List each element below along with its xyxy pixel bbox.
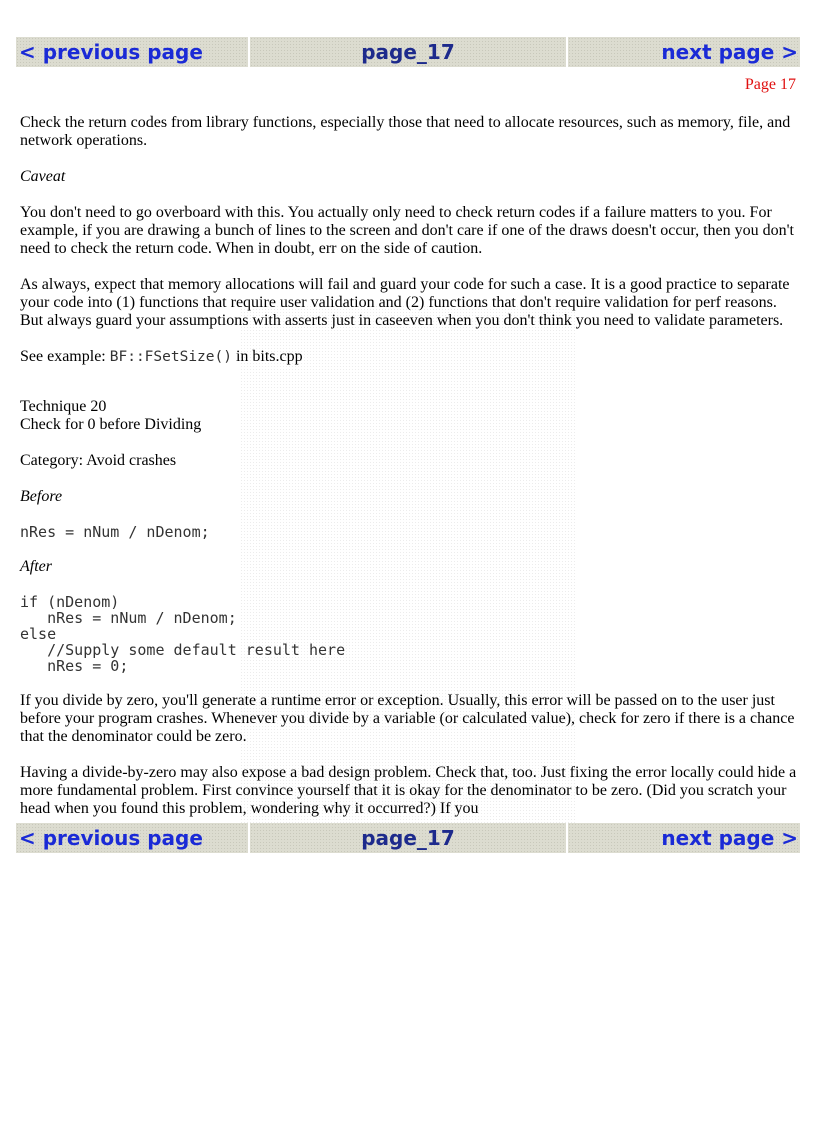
paragraph-design-problem: Having a divide-by-zero may also expose a bad design problem. Check that, too. Just fixing the error locally could hide a more fundamental problem. First convince yourself that it is okay for the denominator to be zero. (Did you scratch your head when you found this problem, wondering why it occurred?) If you (20, 764, 797, 817)
page-number-label: Page 17 (744, 76, 796, 93)
top-navigation-bar (16, 37, 800, 67)
paragraph-divide-by-zero: If you divide by zero, you'll generate a runtime error or exception. Usually, this error will be passed on to the user just before your program crashes. Whenever you divide by a variable (or calculated value), check for zero if there is a chance that the denominator could be zero. (20, 692, 795, 745)
next-page-link[interactable]: next page > (661, 40, 798, 64)
technique-category: Category: Avoid crashes (20, 452, 177, 469)
previous-page-cell-bottom (16, 823, 248, 853)
page-content (20, 72, 798, 836)
paragraph-caveat: You don't need to go overboard with this. You actually only need to check return codes if a failure matters to you. For example, if you are drawing a bunch of lines to the screen and don't care if one of the draws doesn't occur, then you don't need to check the return code. When in doubt, err on the side of caution. (20, 204, 794, 257)
page-name-label-bottom: page_17 (361, 826, 455, 850)
previous-page-link-bottom[interactable]: < previous page (19, 826, 203, 850)
next-page-cell-bottom (568, 823, 800, 853)
caveat-heading: Caveat (20, 168, 66, 185)
paragraph-memory-allocations: As always, expect that memory allocations will fail and guard your code for such a case. It is a good practice to separate your code into (1) functions that require user validation and (2) functions that don't require validation for perf reasons. But always guard your assumptions with asserts just in caseeven when you don't think you need to validate parameters. (20, 276, 790, 329)
paragraph-return-codes: Check the return codes from library functions, especially those that need to allocate resources, such as memory, file, and network operations. (20, 114, 791, 149)
see-example-prefix: See example: (20, 348, 110, 365)
before-code-block: nRes = nNum / nDenom; (20, 523, 210, 541)
technique-heading (20, 398, 798, 434)
see-example-line (20, 348, 798, 366)
page-name-cell-bottom (250, 823, 565, 853)
previous-page-link[interactable]: < previous page (19, 40, 203, 64)
bottom-navigation-bar (16, 823, 800, 853)
technique-title: Check for 0 before Dividing (20, 416, 202, 433)
after-code-block: if (nDenom) nRes = nNum / nDenom; else //Supply some default result here nRes = 0; (20, 593, 346, 675)
previous-page-cell (16, 37, 248, 67)
see-example-suffix: in bits.cpp (231, 348, 303, 365)
next-page-cell (568, 37, 800, 67)
next-page-link-bottom[interactable]: next page > (661, 826, 798, 850)
after-heading: After (20, 558, 52, 575)
see-example-code: BF::FSetSize() (109, 349, 232, 365)
technique-number: Technique 20 (20, 398, 107, 415)
page-name-cell (250, 37, 565, 67)
page-name-label: page_17 (361, 40, 455, 64)
before-heading: Before (20, 488, 63, 505)
